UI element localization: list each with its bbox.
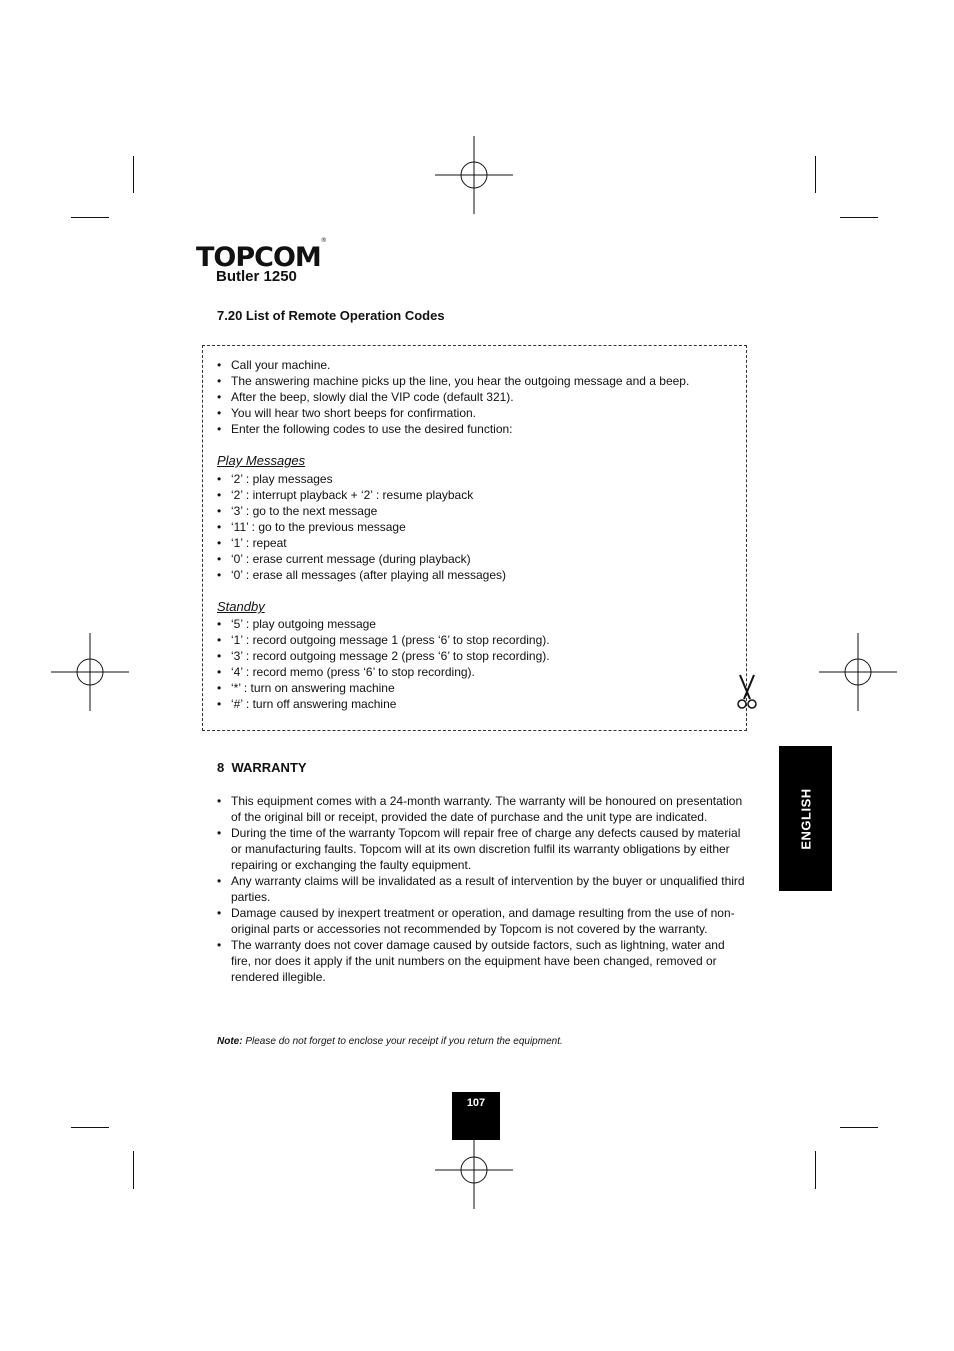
list-item: • Any warranty claims will be invalidated as a result of intervention by the buyer or unqualified third parties. bbox=[217, 873, 747, 905]
standby-list bbox=[217, 616, 717, 712]
list-item: • ‘2’ : play messages bbox=[217, 471, 717, 487]
list-item: • You will hear two short beeps for confirmation. bbox=[217, 405, 737, 421]
registration-mark-icon bbox=[435, 136, 513, 214]
scissors-icon bbox=[735, 673, 759, 711]
note-text: Please do not forget to enclose your receipt if you return the equipment. bbox=[242, 1036, 563, 1047]
list-item: • The warranty does not cover damage caused by outside factors, such as lightning, water and fire, nor does it apply if the unit numbers on the equipment have been changed, removed or rendered illegible. bbox=[217, 937, 747, 985]
list-item: • ‘2’ : interrupt playback + ‘2’ : resume playback bbox=[217, 487, 717, 503]
list-item: • Enter the following codes to use the desired function: bbox=[217, 421, 737, 437]
registration-mark-icon bbox=[51, 633, 129, 711]
warranty-note bbox=[217, 1036, 563, 1047]
list-item: • During the time of the warranty Topcom will repair free of charge any defects caused by material or manufacturing faults. Topcom will at its own discretion fulfil its warranty obligations by either repairing or exchanging the faulty equipment. bbox=[217, 825, 747, 873]
model-name: Butler 1250 bbox=[216, 268, 297, 285]
list-item: • ‘0’ : erase all messages (after playing all messages) bbox=[217, 567, 717, 583]
list-item: • This equipment comes with a 24-month warranty. The warranty will be honoured on presentation of the original bill or receipt, provided the date of purchase and the unit type are indicated. bbox=[217, 793, 747, 825]
registered-mark: ® bbox=[320, 237, 326, 244]
crop-mark bbox=[840, 1127, 878, 1128]
page-number: 107 bbox=[452, 1092, 500, 1140]
play-messages-title: Play Messages bbox=[217, 453, 306, 468]
list-item: • ‘11’ : go to the previous message bbox=[217, 519, 717, 535]
list-item: • ‘1’ : record outgoing message 1 (press ‘6’ to stop recording). bbox=[217, 632, 717, 648]
intro-list bbox=[217, 357, 737, 437]
section-heading-warranty: 8 WARRANTY bbox=[217, 760, 307, 775]
section-heading-remote-codes: 7.20 List of Remote Operation Codes bbox=[217, 308, 445, 323]
list-item: • ‘3’ : go to the next message bbox=[217, 503, 717, 519]
crop-mark bbox=[71, 1127, 109, 1128]
language-label: ENGLISH bbox=[798, 787, 813, 850]
list-item: • ‘3’ : record outgoing message 2 (press ‘6’ to stop recording). bbox=[217, 648, 717, 664]
list-item: • The answering machine picks up the line, you hear the outgoing message and a beep. bbox=[217, 373, 737, 389]
list-item: • ‘#’ : turn off answering machine bbox=[217, 696, 717, 712]
crop-mark bbox=[133, 156, 134, 193]
play-messages-list bbox=[217, 471, 717, 583]
registration-mark-icon bbox=[435, 1131, 513, 1209]
crop-mark bbox=[133, 1151, 134, 1189]
standby-title: Standby bbox=[217, 599, 265, 614]
crop-mark bbox=[840, 217, 878, 218]
list-item: • ‘0’ : erase current message (during playback) bbox=[217, 551, 717, 567]
list-item: • Damage caused by inexpert treatment or operation, and damage resulting from the use of non-original parts or accessories not recommended by Topcom is not covered by the warranty. bbox=[217, 905, 747, 937]
list-item: • ‘5’ : play outgoing message bbox=[217, 616, 717, 632]
crop-mark bbox=[815, 1151, 816, 1189]
list-item: • ‘*’ : turn on answering machine bbox=[217, 680, 717, 696]
list-item: • ‘4’ : record memo (press ‘6’ to stop recording). bbox=[217, 664, 717, 680]
crop-mark bbox=[71, 217, 109, 218]
crop-mark bbox=[815, 156, 816, 193]
note-label: Note: bbox=[217, 1036, 243, 1047]
list-item: • After the beep, slowly dial the VIP code (default 321). bbox=[217, 389, 737, 405]
warranty-list bbox=[217, 793, 747, 985]
list-item: • Call your machine. bbox=[217, 357, 737, 373]
registration-mark-icon bbox=[819, 633, 897, 711]
language-tab bbox=[779, 746, 832, 891]
brand-name: TOPCOM bbox=[196, 242, 321, 273]
list-item: • ‘1’ : repeat bbox=[217, 535, 717, 551]
